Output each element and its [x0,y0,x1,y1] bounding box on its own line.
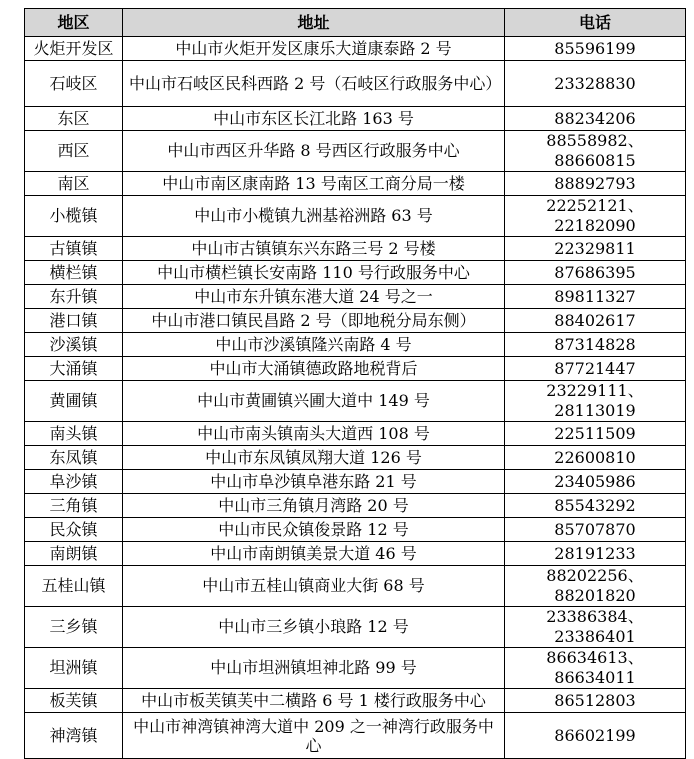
phone-cell: 22600810 [505,446,686,470]
address-cell: 中山市民众镇俊景路 12 号 [123,518,505,542]
header-row [25,9,686,37]
area-cell: 古镇镇 [25,237,123,261]
address-cell: 中山市板芙镇芙中二横路 6 号 1 楼行政服务中心 [123,689,505,713]
header-phone: 电话 [505,9,686,37]
table-row [25,61,686,107]
address-cell: 中山市三乡镇小琅路 12 号 [123,607,505,648]
area-cell: 石岐区 [25,61,123,107]
area-cell: 三乡镇 [25,607,123,648]
address-cell: 中山市东凤镇凤翔大道 126 号 [123,446,505,470]
phone-cell: 23386384、23386401 [505,607,686,648]
table-row [25,237,686,261]
phone-cell: 88202256、88201820 [505,566,686,607]
table-row [25,37,686,61]
table-row [25,542,686,566]
header-address: 地址 [123,9,505,37]
address-cell: 中山市火炬开发区康乐大道康泰路 2 号 [123,37,505,61]
area-cell: 坦洲镇 [25,648,123,689]
phone-cell: 85543292 [505,494,686,518]
table-row [25,333,686,357]
phone-cell: 23229111、28113019 [505,381,686,422]
area-cell: 东区 [25,107,123,131]
phone-cell: 86634613、86634011 [505,648,686,689]
area-cell: 五桂山镇 [25,566,123,607]
phone-cell: 88234206 [505,107,686,131]
address-cell: 中山市神湾镇神湾大道中 209 之一神湾行政服务中心 [123,713,505,759]
table-row [25,446,686,470]
address-cell: 中山市坦洲镇坦神北路 99 号 [123,648,505,689]
address-cell: 中山市南区康南路 13 号南区工商分局一楼 [123,172,505,196]
table-row [25,107,686,131]
phone-cell: 22329811 [505,237,686,261]
address-cell: 中山市阜沙镇阜港东路 21 号 [123,470,505,494]
area-cell: 神湾镇 [25,713,123,759]
address-cell: 中山市南头镇南头大道西 108 号 [123,422,505,446]
phone-cell: 85707870 [505,518,686,542]
table-row [25,261,686,285]
table-row [25,422,686,446]
area-cell: 黄圃镇 [25,381,123,422]
table-row [25,713,686,759]
phone-cell: 23405986 [505,470,686,494]
phone-cell: 22252121、22182090 [505,196,686,237]
address-cell: 中山市石岐区民科西路 2 号（石岐区行政服务中心） [123,61,505,107]
address-cell: 中山市南朗镇美景大道 46 号 [123,542,505,566]
address-cell: 中山市西区升华路 8 号西区行政服务中心 [123,131,505,172]
table-row [25,381,686,422]
phone-cell: 87686395 [505,261,686,285]
phone-cell: 86512803 [505,689,686,713]
area-cell: 南头镇 [25,422,123,446]
phone-cell: 22511509 [505,422,686,446]
area-cell: 大涌镇 [25,357,123,381]
address-cell: 中山市古镇镇东兴东路三号 2 号楼 [123,237,505,261]
phone-cell: 88892793 [505,172,686,196]
header-area: 地区 [25,9,123,37]
phone-cell: 28191233 [505,542,686,566]
address-cell: 中山市沙溪镇隆兴南路 4 号 [123,333,505,357]
address-cell: 中山市横栏镇长安南路 110 号行政服务中心 [123,261,505,285]
table-row [25,131,686,172]
table-row [25,172,686,196]
area-cell: 小榄镇 [25,196,123,237]
address-cell: 中山市港口镇民昌路 2 号（即地税分局东侧） [123,309,505,333]
area-cell: 沙溪镇 [25,333,123,357]
area-cell: 横栏镇 [25,261,123,285]
table-row [25,689,686,713]
address-cell: 中山市三角镇月湾路 20 号 [123,494,505,518]
phone-cell: 85596199 [505,37,686,61]
phone-cell: 86602199 [505,713,686,759]
address-cell: 中山市小榄镇九洲基裕洲路 63 号 [123,196,505,237]
table-row [25,357,686,381]
area-cell: 东升镇 [25,285,123,309]
table-row [25,518,686,542]
table-row [25,309,686,333]
address-cell: 中山市大涌镇德政路地税背后 [123,357,505,381]
phone-cell: 87721447 [505,357,686,381]
table-row [25,196,686,237]
address-cell: 中山市黄圃镇兴圃大道中 149 号 [123,381,505,422]
area-cell: 西区 [25,131,123,172]
phone-cell: 89811327 [505,285,686,309]
area-cell: 东凤镇 [25,446,123,470]
table-row [25,566,686,607]
area-cell: 港口镇 [25,309,123,333]
table-row [25,648,686,689]
area-cell: 南朗镇 [25,542,123,566]
address-cell: 中山市五桂山镇商业大街 68 号 [123,566,505,607]
table-row [25,607,686,648]
table-body [25,37,686,759]
phone-cell: 88402617 [505,309,686,333]
phone-cell: 88558982、88660815 [505,131,686,172]
area-cell: 阜沙镇 [25,470,123,494]
table-row [25,494,686,518]
area-cell: 三角镇 [25,494,123,518]
phone-cell: 87314828 [505,333,686,357]
table-row [25,285,686,309]
table-row [25,470,686,494]
area-cell: 火炬开发区 [25,37,123,61]
address-cell: 中山市东升镇东港大道 24 号之一 [123,285,505,309]
address-cell: 中山市东区长江北路 163 号 [123,107,505,131]
area-cell: 板芙镇 [25,689,123,713]
office-directory-table [24,8,686,759]
area-cell: 民众镇 [25,518,123,542]
area-cell: 南区 [25,172,123,196]
phone-cell: 23328830 [505,61,686,107]
